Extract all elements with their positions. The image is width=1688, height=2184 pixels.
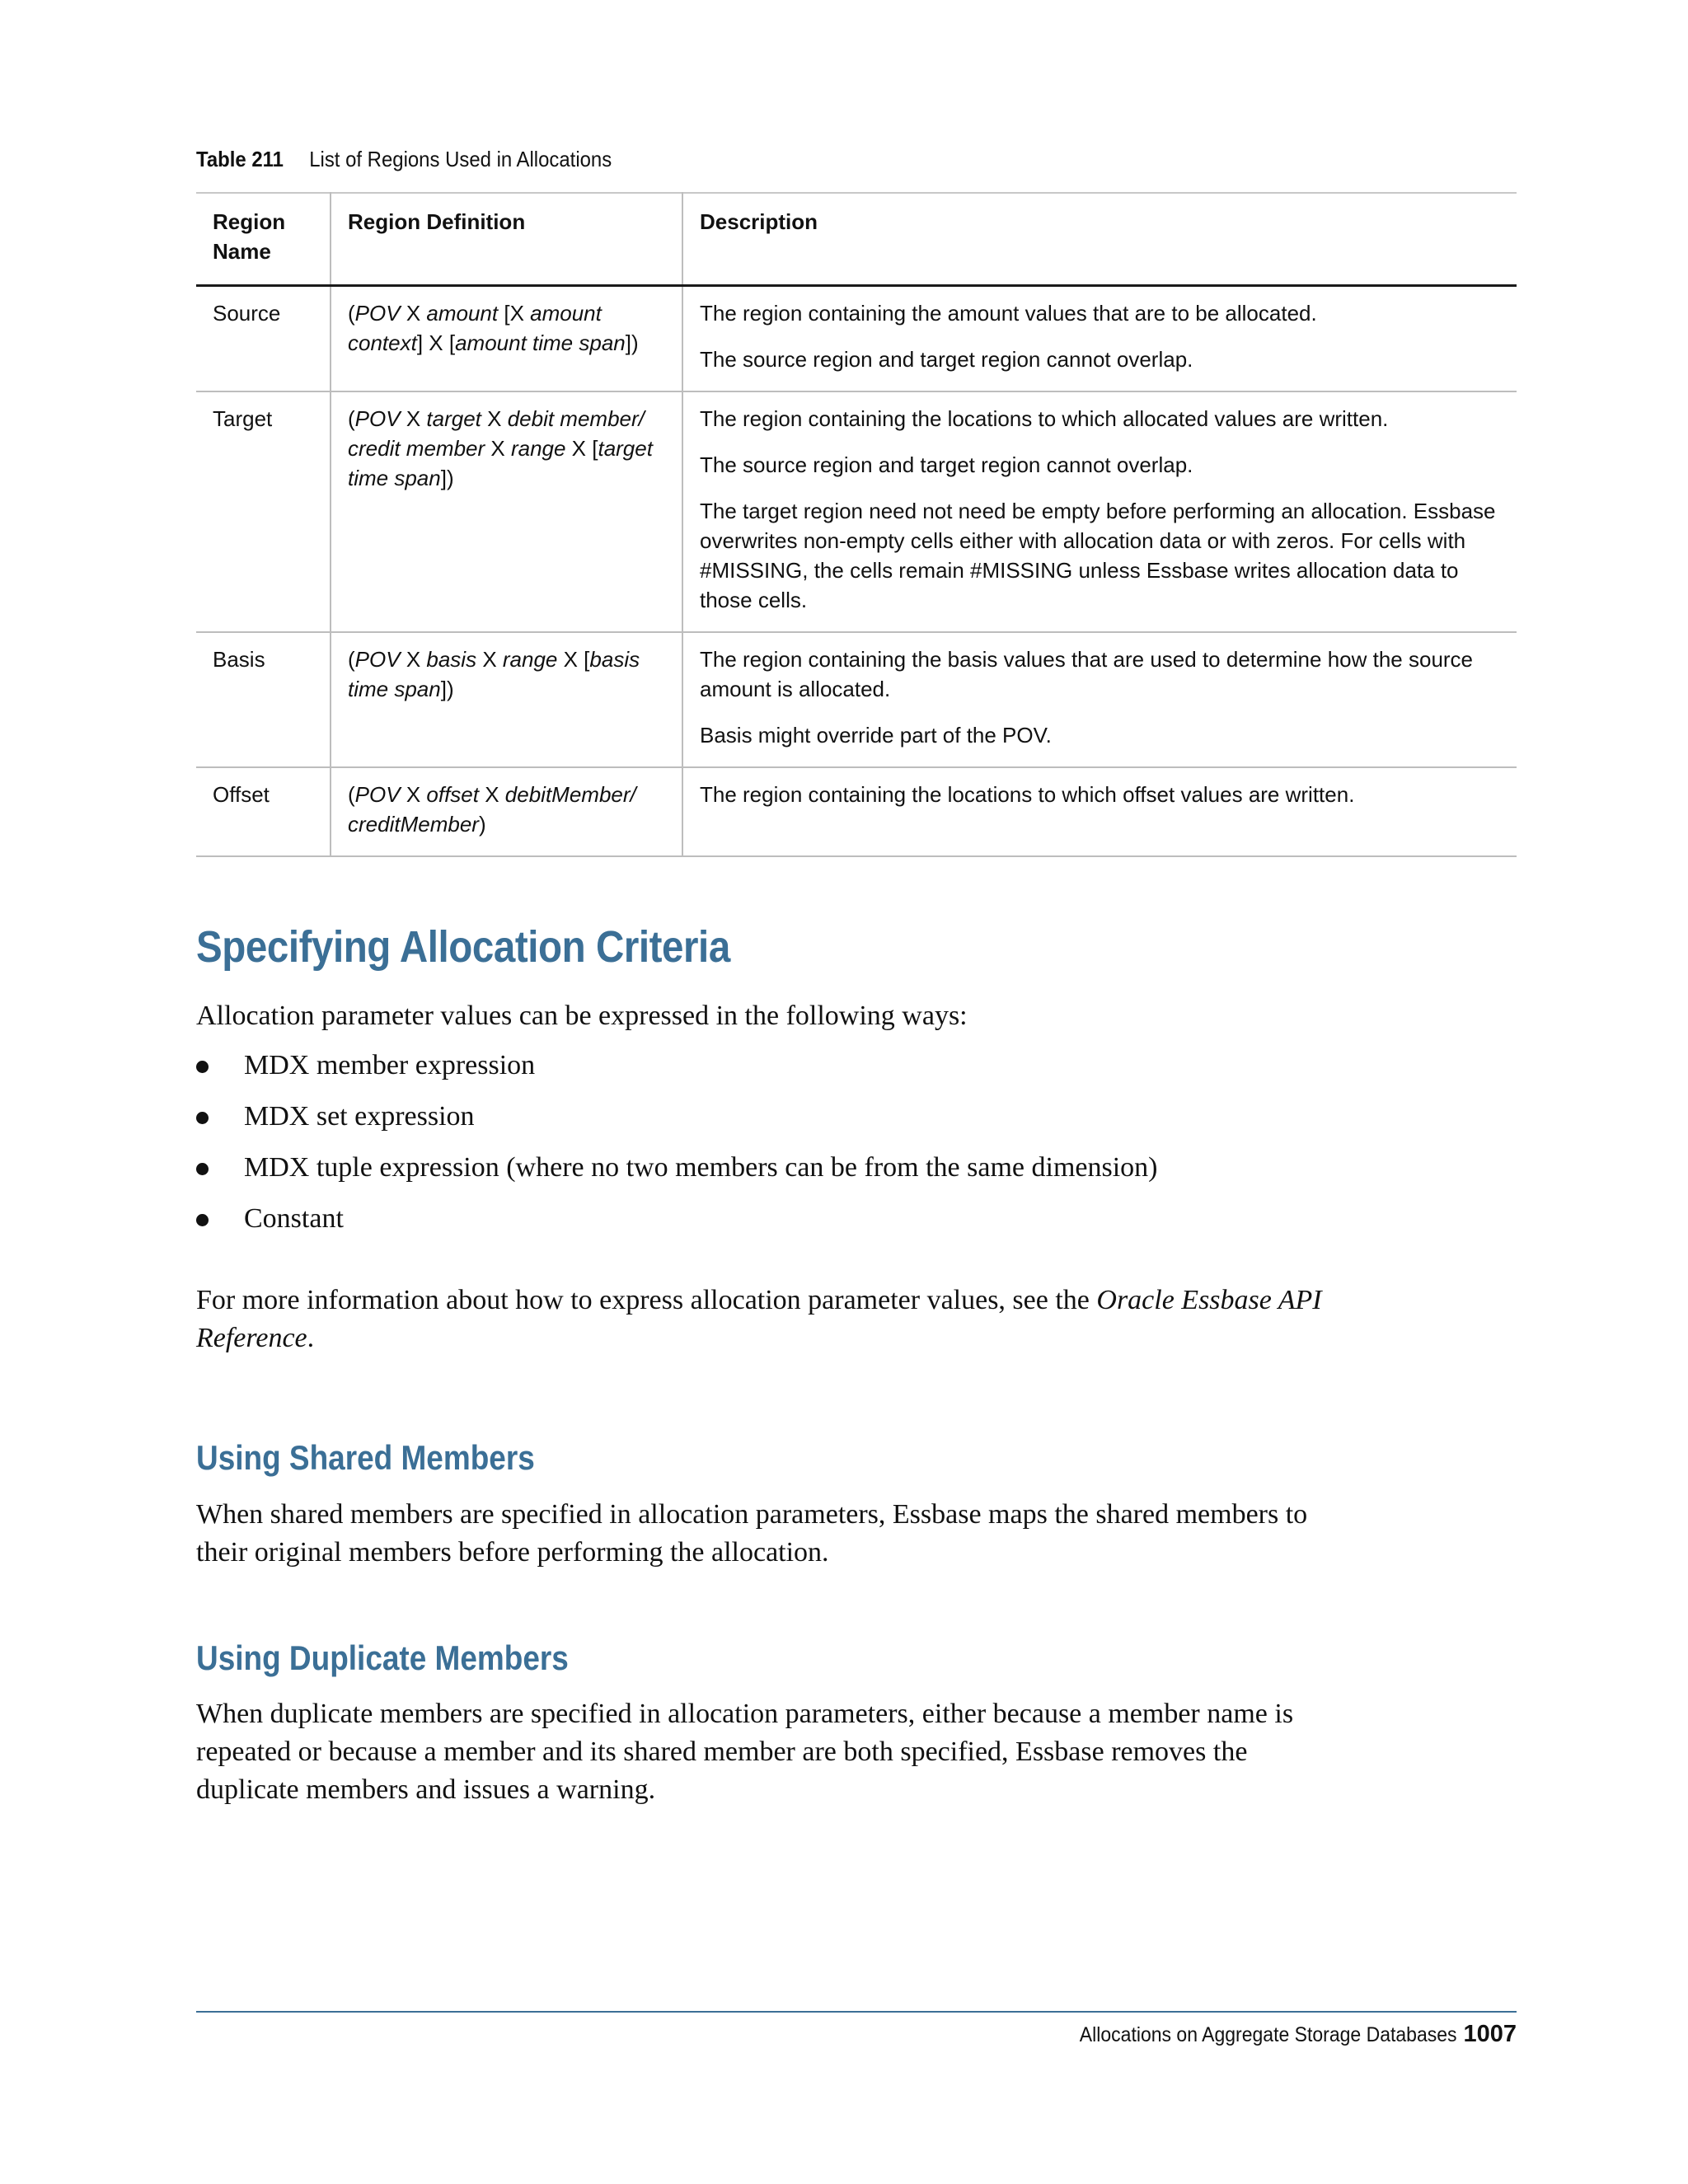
list-item (196, 1098, 1158, 1149)
definition-term: amount time span (455, 330, 626, 355)
region-description-cell (682, 286, 1517, 392)
more-info-paragraph (196, 1282, 1342, 1357)
bullet-icon (196, 1214, 209, 1226)
description-paragraph: The region containing the amount values that are to be allocated. (700, 301, 1317, 326)
region-definition-cell (331, 767, 682, 856)
table-body (196, 286, 1517, 857)
region-description-cell (682, 767, 1517, 856)
definition-term: basis time span (348, 647, 640, 701)
header-region-name-line2: Name (213, 239, 271, 264)
footer-title: Allocations on Aggregate Storage Databases (1079, 2023, 1457, 2046)
header-description: Description (682, 193, 1517, 286)
definition-operator: X [ (557, 647, 590, 672)
description-paragraph: Basis might override part of the POV. (700, 723, 1052, 748)
page-footer (1047, 2021, 1517, 2048)
criteria-list (196, 1047, 1158, 1251)
table-header-row (196, 193, 1517, 286)
definition-term: offset (426, 782, 479, 807)
definition-operator: X (400, 406, 427, 431)
more-info-end: . (307, 1323, 315, 1353)
definition-operator: ( (348, 782, 355, 807)
bullet-icon (196, 1163, 209, 1175)
region-description-cell (682, 391, 1517, 632)
shared-members-body: When shared members are specified in allocation parameters, Essbase maps the shared members to their original members before performing the allocation. (196, 1499, 1308, 1568)
definition-term: target time span (348, 436, 653, 490)
description-paragraph: The region containing the basis values that are used to determine how the source amount is allocated. (700, 647, 1474, 701)
region-name-cell: Target (196, 391, 331, 632)
definition-term: amount context (348, 301, 602, 355)
api-reference-title: Oracle Essbase API Reference (196, 1285, 1322, 1353)
table-row (196, 391, 1517, 632)
description-paragraph: The region containing the locations to which offset values are written. (700, 782, 1355, 807)
list-item-text: MDX tuple expression (where no two members can be from the same dimension) (244, 1152, 1158, 1183)
definition-operator: ] X [ (416, 330, 456, 355)
description-paragraph: The target region need not need be empty before performing an allocation. Essbase overwrites non-empty cells either with allocation data or with zeros. For cells with #MISSING, the cells remain #MISSING unless Essbase writes allocation data to those cells. (700, 499, 1496, 612)
definition-operator: [X (498, 301, 531, 326)
description-paragraph: The source region and target region cannot overlap. (700, 347, 1193, 372)
list-item-text: MDX member expression (244, 1050, 536, 1080)
definition-operator: ( (348, 647, 355, 672)
region-definition-cell (331, 391, 682, 632)
region-name-cell: Basis (196, 632, 331, 767)
description-paragraph: The region containing the locations to which allocated values are written. (700, 406, 1389, 431)
more-info-text: For more information about how to express allocation parameter values, see the (196, 1285, 1097, 1315)
list-item (196, 1200, 1158, 1251)
definition-operator: ]) (440, 466, 454, 490)
table-row (196, 632, 1517, 767)
list-item-text: MDX set expression (244, 1101, 475, 1132)
list-item (196, 1149, 1158, 1200)
definition-operator: X (485, 436, 511, 461)
definition-operator: ]) (625, 330, 639, 355)
region-definition-cell (331, 632, 682, 767)
definition-operator: ( (348, 301, 355, 326)
definition-operator: X (400, 782, 427, 807)
region-name-cell: Source (196, 286, 331, 392)
definition-operator: X (478, 782, 505, 807)
table-caption (196, 147, 612, 172)
definition-term: range (510, 436, 566, 461)
bullet-icon (196, 1061, 209, 1073)
definition-term: POV (354, 406, 401, 431)
definition-term: POV (354, 782, 401, 807)
description-paragraph: The source region and target region cannot overlap. (700, 452, 1193, 477)
shared-members-heading: Using Shared Members (196, 1438, 535, 1477)
definition-term: POV (354, 647, 401, 672)
definition-operator: ) (478, 812, 486, 837)
definition-operator: ]) (440, 677, 454, 701)
section-heading: Specifying Allocation Criteria (196, 922, 730, 972)
definition-operator: X (481, 406, 508, 431)
definition-term: range (502, 647, 558, 672)
table-title: List of Regions Used in Allocations (309, 147, 612, 171)
header-region-name (196, 193, 331, 286)
definition-operator: X (476, 647, 503, 672)
definition-operator: ( (348, 406, 355, 431)
definition-term: amount (426, 301, 499, 326)
region-name-cell: Offset (196, 767, 331, 856)
header-region-definition: Region Definition (331, 193, 682, 286)
definition-operator: X (400, 647, 427, 672)
definition-term: basis (426, 647, 477, 672)
definition-term: target (426, 406, 481, 431)
definition-term: debitMember/ creditMember (348, 782, 636, 837)
definition-operator: X [ (565, 436, 598, 461)
list-item (196, 1047, 1158, 1098)
definition-operator: X (400, 301, 427, 326)
footer-rule (196, 2011, 1517, 2013)
table-row (196, 767, 1517, 856)
table-number: Table 211 (196, 147, 284, 171)
duplicate-members-heading: Using Duplicate Members (196, 1638, 569, 1677)
table-row (196, 286, 1517, 392)
definition-term: POV (354, 301, 401, 326)
document-page (196, 0, 1517, 2184)
definition-term: debit member/ credit member (348, 406, 645, 461)
page-number: 1007 (1463, 2021, 1517, 2047)
section-intro: Allocation parameter values can be expressed in the following ways: (196, 1001, 968, 1031)
bullet-icon (196, 1112, 209, 1124)
header-region-name-line1: Region (213, 209, 286, 234)
regions-table (196, 192, 1517, 857)
duplicate-members-body: When duplicate members are specified in allocation parameters, either because a member name is repeated or because a member and its shared member are both specified, Essbase removes the duplicate members and issues a warning. (196, 1699, 1294, 1805)
list-item-text: Constant (244, 1203, 344, 1234)
region-definition-cell (331, 286, 682, 392)
region-description-cell (682, 632, 1517, 767)
